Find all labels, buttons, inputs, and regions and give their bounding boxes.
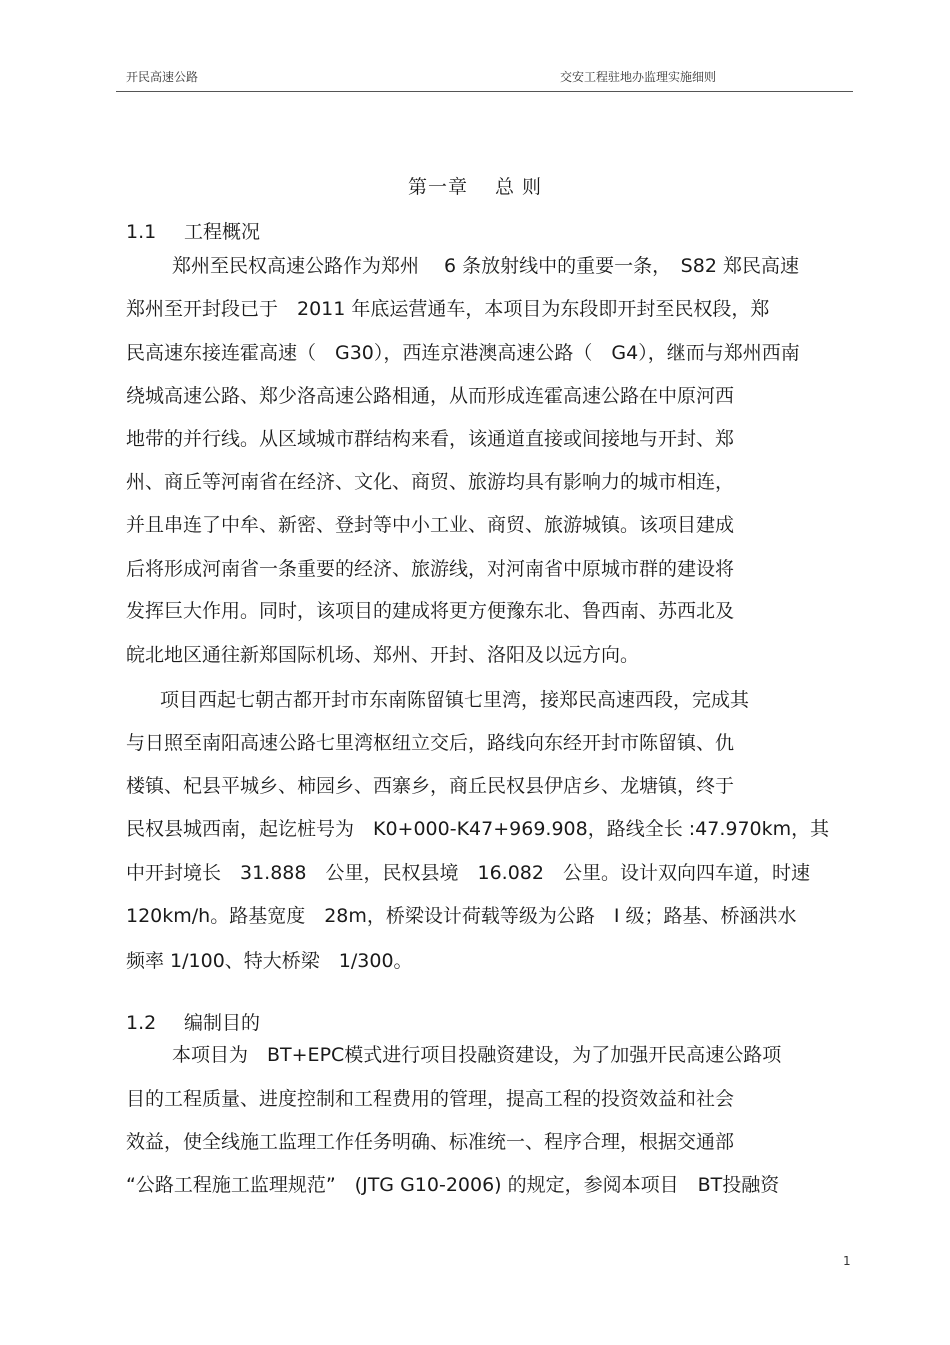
header-project-name: 开民高速公路 [126, 70, 199, 84]
header-document-title: 交安工程驻地办监理实施细则 [560, 70, 717, 84]
section-heading-1-1 [126, 217, 260, 244]
paragraph-line: “公路工程施工监理规范” (JTG G10-2006) 的规定，参阅本项目 BT投融资 [126, 1174, 780, 1196]
paragraph-line: 发挥巨大作用。同时，该项目的建成将更方便豫东北、鲁西南、苏西北及 [126, 600, 735, 622]
section-number: 1.1 [126, 221, 157, 243]
paragraph-line: 频率 1/100、特大桥梁 1/300。 [126, 950, 413, 972]
paragraph-line: 与日照至南阳高速公路七里湾枢纽立交后，路线向东经开封市陈留镇、仇 [126, 732, 735, 754]
paragraph-line: 目的工程质量、进度控制和工程费用的管理，提高工程的投资效益和社会 [126, 1088, 735, 1110]
paragraph-line: 项目西起七朝古都开封市东南陈留镇七里湾，接郑民高速西段，完成其 [160, 689, 750, 711]
paragraph-line: 州、商丘等河南省在经济、文化、商贸、旅游均具有影响力的城市相连， [126, 471, 735, 493]
page-number: 1 [843, 1254, 851, 1268]
paragraph-line: 中开封境长 31.888 公里，民权县境 16.082 公里。设计双向四车道，时速 [126, 862, 810, 884]
paragraph-line: 郑州至民权高速公路作为郑州 6 条放射线中的重要一条， S82 郑民高速 [172, 255, 799, 277]
paragraph-line: 楼镇、杞县平城乡、柿园乡、西寨乡，商丘民权县伊店乡、龙塘镇，终于 [126, 775, 735, 797]
paragraph-line: 皖北地区通往新郑国际机场、郑州、开封、洛阳及以远方向。 [126, 644, 640, 666]
paragraph-line: 民高速东接连霍高速（ G30），西连京港澳高速公路（ G4），继而与郑州西南 [126, 342, 800, 364]
header-rule [116, 91, 853, 92]
chapter-title: 第一章 总 则 [407, 176, 543, 198]
paragraph-line: 后将形成河南省一条重要的经济、旅游线，对河南省中原城市群的建设将 [126, 558, 735, 580]
paragraph-line: 郑州至开封段已于 2011 年底运营通车，本项目为东段即开封至民权段，郑 [126, 298, 770, 320]
paragraph-line: 120km/h。路基宽度 28m，桥梁设计荷载等级为公路 Ⅰ 级；路基、桥涵洪水 [126, 905, 797, 927]
paragraph-line: 绕城高速公路、郑少洛高速公路相通，从而形成连霍高速公路在中原河西 [126, 385, 735, 407]
section-title: 编制目的 [184, 1012, 261, 1034]
paragraph-line: 民权县城西南，起讫桩号为 K0+000-K47+969.908，路线全长 :47.970km，其 [126, 818, 830, 840]
paragraph-line: 并且串连了中牟、新密、登封等中小工业、商贸、旅游城镇。该项目建成 [126, 514, 735, 536]
paragraph-line: 本项目为 BT+EPC模式进行项目投融资建设，为了加强开民高速公路项 [172, 1044, 782, 1066]
section-title: 工程概况 [184, 221, 261, 243]
section-heading-1-2 [126, 1008, 260, 1035]
section-number: 1.2 [126, 1012, 157, 1034]
paragraph-line: 效益，使全线施工监理工作任务明确、标准统一、程序合理，根据交通部 [126, 1131, 735, 1153]
paragraph-line: 地带的并行线。从区域城市群结构来看，该通道直接或间接地与开封、郑 [126, 428, 735, 450]
